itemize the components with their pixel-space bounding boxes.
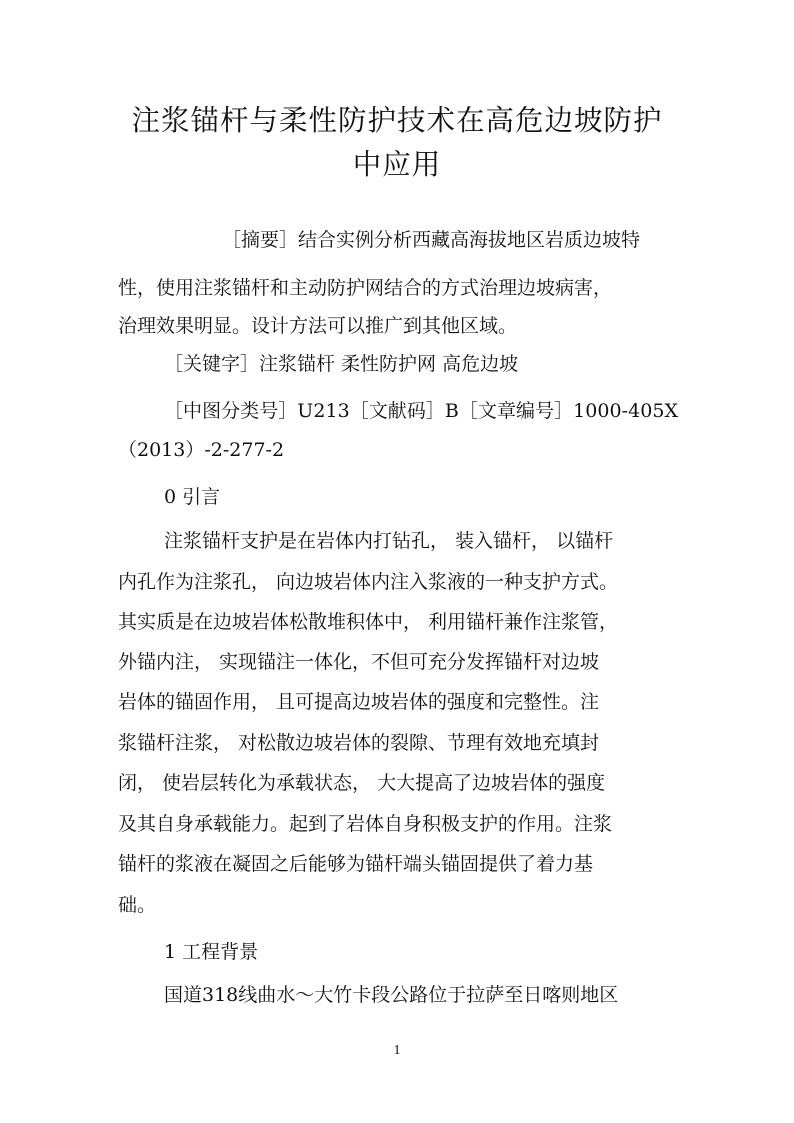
body-line: 岩体的锚固作用， 且可提高边坡岩体的强度和完整性。注 (118, 691, 600, 713)
document-title-line-2: 中应用 (352, 148, 442, 181)
section-heading-introduction: 0 引言 (164, 486, 221, 508)
body-line: 锚杆的浆液在凝固之后能够为锚杆端头锚固提供了着力基 (118, 853, 594, 875)
classification-line-1: ［中图分类号］U213［文献码］B［文章编号］1000-405X (164, 400, 679, 422)
body-line: 国道318线曲水～大竹卡段公路位于拉萨至日喀则地区 (164, 984, 619, 1006)
body-line: 及其自身承载能力。起到了岩体自身积极支护的作用。注浆 (118, 813, 613, 835)
abstract-line-3: 治理效果明显。设计方法可以推广到其他区域。 (118, 315, 518, 337)
body-line: 浆锚杆注浆， 对松散边坡岩体的裂隙、节理有效地充填封 (118, 732, 600, 754)
body-line: 其实质是在边坡岩体松散堆积体中， 利用锚杆兼作注浆管， (118, 611, 619, 633)
body-line: 闭， 使岩层转化为承载状态， 大大提高了边坡岩体的强度 (118, 772, 606, 794)
page-number: 1 (393, 1043, 401, 1058)
body-line: 内孔作为注浆孔， 向边坡岩体内注入浆液的一种支护方式。 (118, 571, 619, 593)
body-line: 础。 (118, 894, 157, 916)
abstract-line-2: 性，使用注浆锚杆和主动防护网结合的方式治理边坡病害， (118, 277, 613, 299)
body-line: 注浆锚杆支护是在岩体内打钻孔， 装入锚杆， 以锚杆 (164, 530, 614, 552)
abstract-line-1: ［摘要］结合实例分析西藏高海拔地区岩质边坡特 (222, 229, 641, 251)
document-title-line-1: 注浆锚杆与柔性防护技术在高危边坡防护 (131, 104, 663, 137)
classification-line-2: （2013）-2-277-2 (118, 439, 285, 461)
body-line: 外锚内注， 实现锚注一体化，不但可充分发挥锚杆对边坡 (118, 651, 600, 673)
section-heading-background: 1 工程背景 (164, 941, 259, 963)
keywords-line: ［关键字］注浆锚杆 柔性防护网 高危边坡 (164, 353, 519, 375)
